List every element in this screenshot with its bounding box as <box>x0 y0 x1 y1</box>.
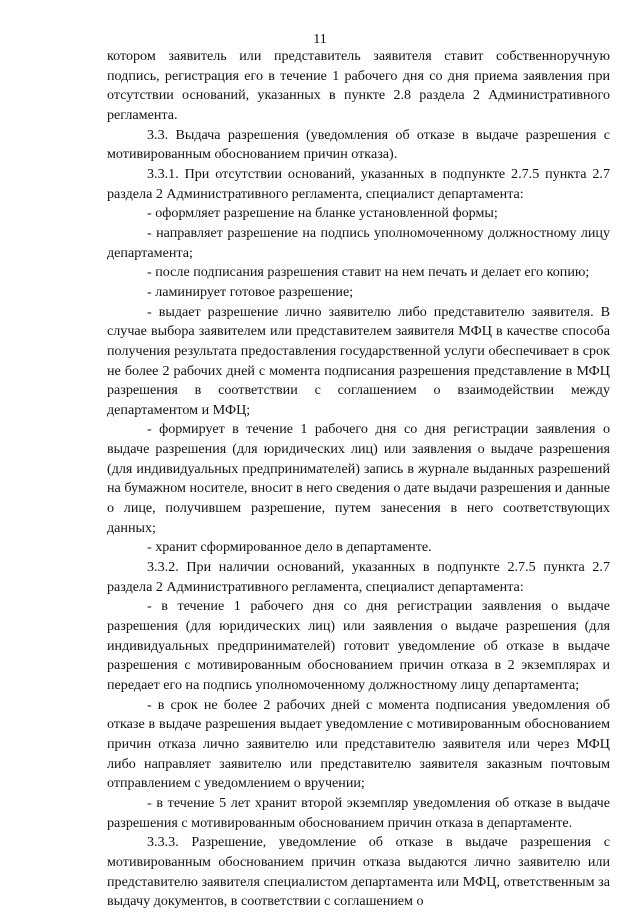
document-body <box>107 47 610 912</box>
paragraph-3-3-2: 3.3.2. При наличии оснований, указанных в подпункте 2.7.5 пункта 2.7 раздела 2 Административного регламента, специалист департамента: <box>107 559 610 595</box>
list-item: - оформляет разрешение на бланке установленной формы; <box>147 205 498 222</box>
list-item: - хранит сформированное дело в департаменте. <box>147 539 432 556</box>
paragraph-3-3-3: 3.3.3. Разрешение, уведомление об отказе в выдаче разрешения с мотивированным обоснованием причин отказа выдаются лично заявителю или представителю заявителя специалистом департамента или МФЦ, ответственным за выдачу документов, в соответствии с соглашением о <box>107 834 610 910</box>
paragraph-3-3-heading: 3.3. Выдача разрешения (уведомления об отказе в выдаче разрешения с мотивированным обоснованием причин отказа). <box>107 126 610 163</box>
list-item: - выдает разрешение лично заявителю либо представителю заявителя. В случае выбора заявителем или представителем заявителя МФЦ в качестве способа получения результата предоставления государственной услуги обеспечивает в срок не более 2 рабочих дней с момента подписания разрешения представление в МФЦ разрешения в соответствии с соглашением о взаимодействии между департаментом и МФЦ; <box>107 303 610 418</box>
page-number: 11 <box>313 32 327 47</box>
list-item: - после подписания разрешения ставит на нем печать и делает его копию; <box>147 264 590 281</box>
paragraph-continuation: котором заявитель или представитель заявителя ставит собственноручную подпись, регистрация его в течение 1 рабочего дня со дня приема заявления при отсутствии оснований, указанных в пункте 2.8 раздела 2 Административного регламента. <box>107 48 610 123</box>
list-item: - в срок не более 2 рабочих дней с момента подписания уведомления об отказе в выдаче разрешения выдает уведомление с мотивированным обоснованием причин отказа лично заявителю или представителю заявителя или через МФЦ либо направляет заявителю или представителю заявителя заказным почтовым отправлением с уведомлением о вручении; <box>107 696 610 792</box>
list-item: - в течение 1 рабочего дня со дня регистрации заявления о выдаче разрешения (для юридических лиц) или заявления о выдаче разрешения (для индивидуальных предпринимателей) готовит уведомление об отказе в выдаче разрешения с мотивированным обоснованием причин отказа в 2 экземплярах и передает его на подпись уполномоченному должностному лицу департамента; <box>107 598 610 693</box>
list-item: - формирует в течение 1 рабочего дня со дня регистрации заявления о выдаче разрешения (для юридических лиц) или заявления о выдаче разрешения (для индивидуальных предпринимателей) запись в журнале выданных разрешений на бумажном носителе, вносит в него сведения о дате выдачи разрешения и данные о лице, получившем разрешение, путем занесения в него соответствующих данных; <box>107 421 610 536</box>
paragraph-3-3-1: 3.3.1. При отсутствии оснований, указанных в подпункте 2.7.5 пункта 2.7 раздела 2 Административного регламента, специалист департамента: <box>107 165 610 202</box>
list-item: - ламинирует готовое разрешение; <box>147 283 354 300</box>
list-item: - в течение 5 лет хранит второй экземпляр уведомления об отказе в выдаче разрешения с мотивированным обоснованием причин отказа в департаменте. <box>107 794 610 831</box>
list-item: - направляет разрешение на подпись уполномоченному должностному лицу департамента; <box>107 224 610 261</box>
